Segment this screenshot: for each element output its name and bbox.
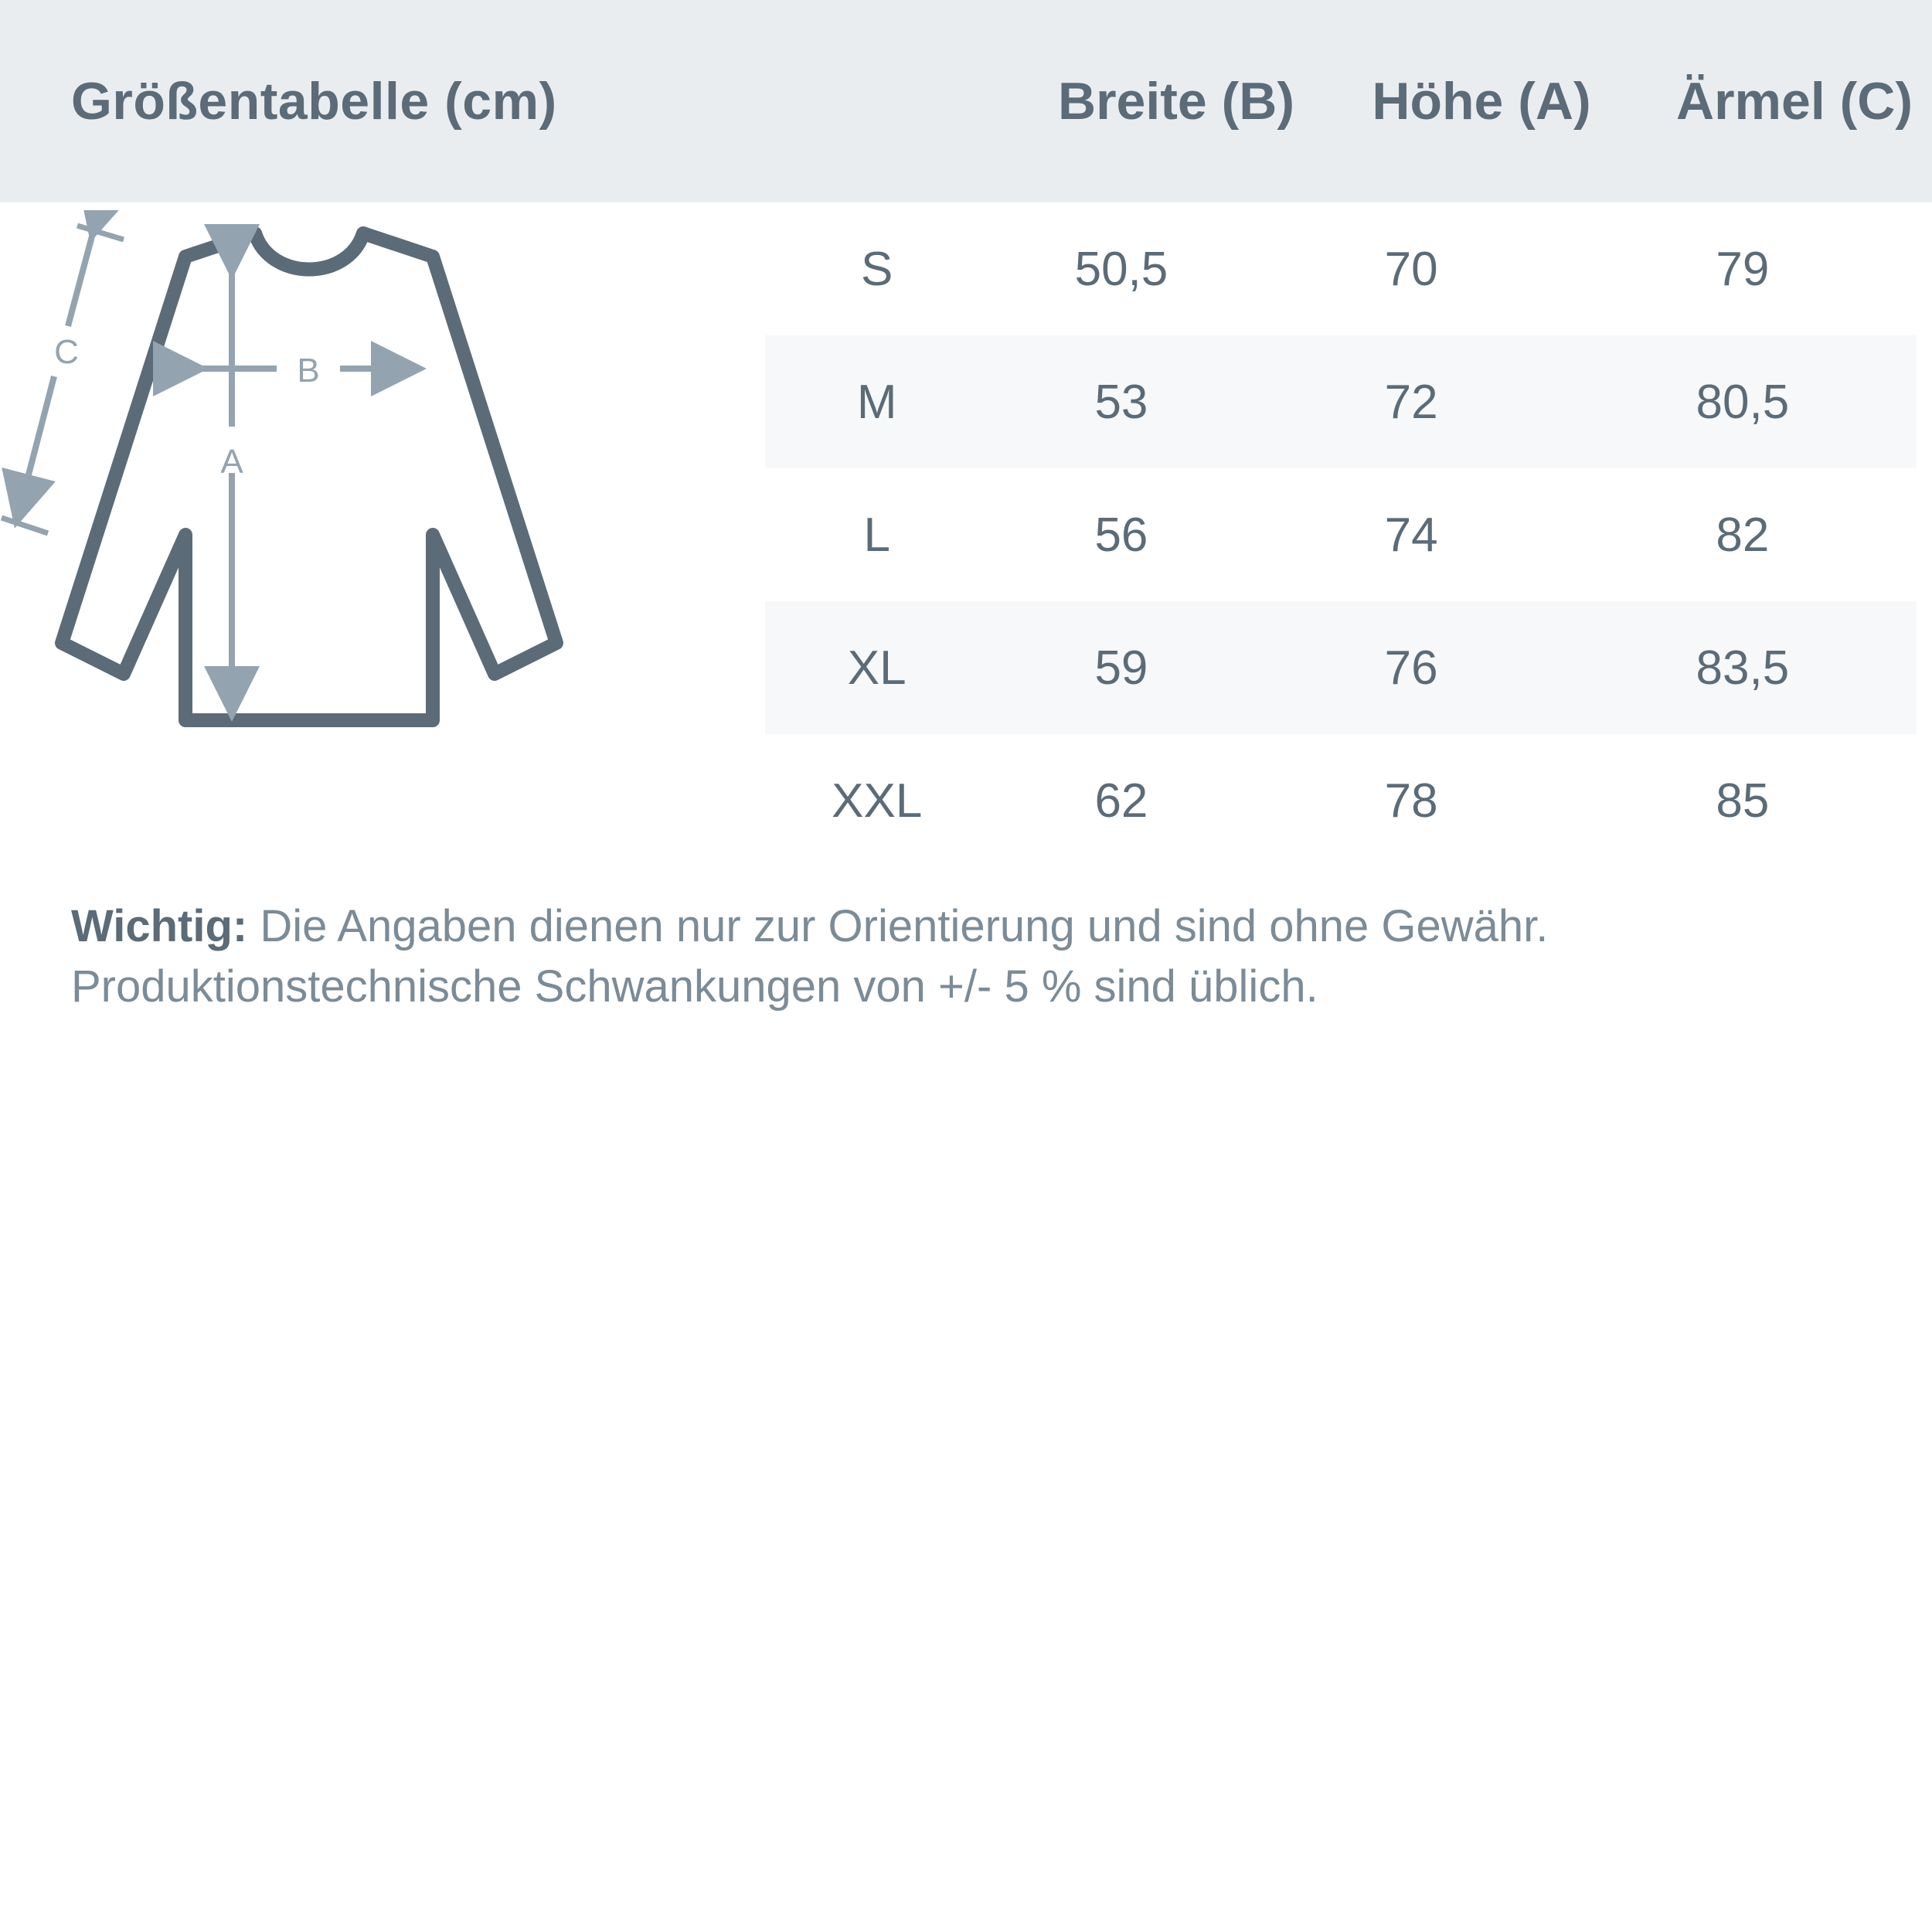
- table-row: [765, 468, 1917, 601]
- table-row: [765, 335, 1917, 468]
- cell-height: 72: [1384, 375, 1438, 429]
- page-title: Größentabelle (cm): [71, 72, 557, 131]
- cell-height: 76: [1384, 641, 1438, 695]
- column-header-width: Breite (B): [1057, 72, 1295, 131]
- table-row: [765, 601, 1917, 734]
- cell-sleeve: 83,5: [1696, 641, 1790, 695]
- cell-width: 62: [1094, 774, 1148, 828]
- cell-size: M: [856, 375, 897, 429]
- cell-height: 74: [1384, 508, 1438, 562]
- cell-size: XXL: [832, 774, 923, 828]
- header-columns: [1022, 71, 1932, 131]
- cell-size: L: [863, 508, 890, 562]
- cell-width: 53: [1094, 375, 1148, 429]
- table-row: [765, 734, 1917, 867]
- table-row: [765, 202, 1917, 335]
- cell-height: 70: [1384, 242, 1438, 296]
- cell-width: 59: [1094, 641, 1148, 695]
- cell-sleeve: 85: [1716, 774, 1770, 828]
- cell-width: 50,5: [1074, 242, 1168, 296]
- cell-height: 78: [1384, 774, 1438, 828]
- size-table-wrapper: [765, 202, 1932, 867]
- table-header: [0, 0, 1932, 202]
- cell-sleeve: 79: [1716, 242, 1770, 296]
- cell-size: XL: [847, 641, 906, 695]
- chart-body: [0, 202, 1932, 867]
- sleeve-label: C: [54, 333, 79, 371]
- disclaimer-label: Wichtig:: [71, 901, 248, 951]
- column-header-height: Höhe (A): [1372, 72, 1591, 131]
- garment-diagram: [0, 202, 765, 801]
- cell-size: S: [861, 242, 893, 296]
- cell-width: 56: [1094, 508, 1148, 562]
- disclaimer-text: Die Angaben dienen nur zur Orientierung und sind ohne Gewähr. Produktionstechnische Schwankungen von +/- 5 % sind üblich.: [71, 901, 1549, 1012]
- width-label: B: [297, 352, 320, 389]
- longsleeve-shirt-icon: [0, 210, 742, 798]
- cell-sleeve: 80,5: [1696, 375, 1790, 429]
- height-label: A: [220, 443, 243, 481]
- size-table: [765, 202, 1917, 867]
- disclaimer-note: [0, 867, 1932, 1018]
- cell-sleeve: 82: [1716, 508, 1770, 562]
- column-header-sleeve: Ärmel (C): [1675, 72, 1913, 131]
